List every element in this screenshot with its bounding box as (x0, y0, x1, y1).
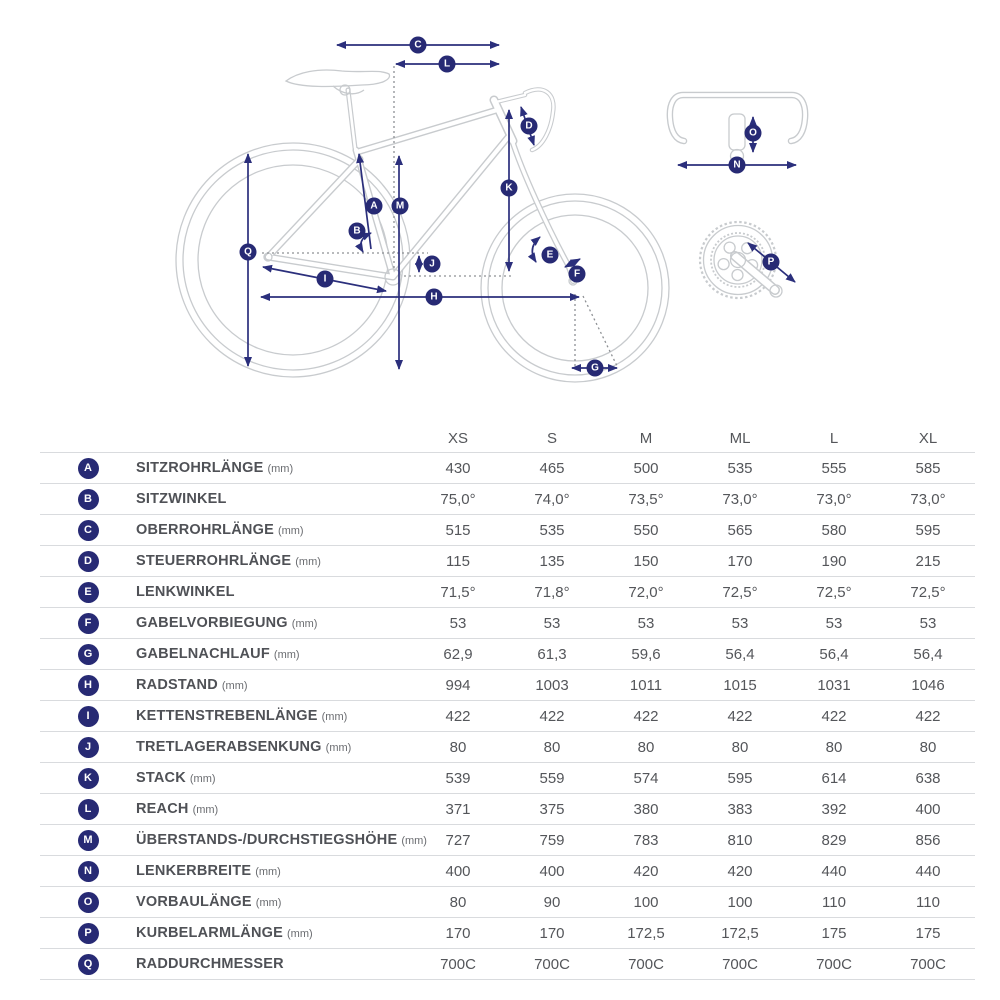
row-unit: (mm) (273, 649, 300, 661)
table-row (40, 545, 975, 576)
row-label-cell (136, 769, 411, 787)
row-badge-cell (40, 706, 136, 727)
value-cell: 700C (816, 955, 852, 973)
value-cell: 440 (915, 862, 941, 880)
row-label-cell (136, 831, 427, 849)
value-cell: 115 (446, 552, 470, 570)
value-cell: 559 (539, 769, 565, 787)
value-cell: 422 (445, 707, 471, 725)
value-cell: 72,5° (910, 583, 946, 601)
row-badge-cell (40, 582, 136, 603)
value-cell: 420 (727, 862, 753, 880)
row-label-cell (136, 583, 411, 601)
row-label-cell (136, 459, 411, 477)
table-row (40, 824, 975, 855)
value-cell: 1015 (723, 676, 757, 694)
value-cell: 371 (445, 800, 471, 818)
row-label: RADSTAND (136, 677, 218, 693)
row-letter-badge: K (78, 768, 99, 789)
value-cell: 614 (821, 769, 847, 787)
table-row (40, 483, 975, 514)
value-cell: 700C (722, 955, 758, 973)
row-label-cell (136, 645, 411, 663)
diagram-badge-c-icon: C (410, 37, 427, 54)
value-cell: 172,5 (627, 924, 665, 942)
value-cell: 170 (727, 552, 753, 570)
value-cell: 759 (539, 831, 565, 849)
crankset-front-view (700, 222, 795, 298)
row-label-cell (136, 490, 411, 508)
row-badge-cell (40, 861, 136, 882)
value-cell: 700C (534, 955, 570, 973)
value-cell: 810 (727, 831, 753, 849)
column-header-s: S (546, 430, 557, 447)
value-cell: 430 (445, 459, 471, 477)
value-cell: 135 (539, 552, 565, 570)
value-cell: 400 (539, 862, 565, 880)
value-cell: 61,3 (537, 645, 567, 663)
table-row (40, 886, 975, 917)
table-row (40, 669, 975, 700)
column-header-ml: ML (729, 430, 751, 447)
value-cell: 53 (919, 614, 937, 632)
diagram-badge-p-icon: P (763, 254, 780, 271)
value-cell: 555 (821, 459, 847, 477)
value-cell: 856 (915, 831, 941, 849)
value-cell: 53 (543, 614, 561, 632)
row-unit: (mm) (291, 618, 318, 630)
row-label: GABELVORBIEGUNG (136, 615, 288, 631)
value-cell: 700C (910, 955, 946, 973)
value-cell: 80 (449, 893, 467, 911)
value-cell: 595 (915, 521, 941, 539)
value-cell: 110 (916, 893, 940, 911)
diagram-badge-q-icon: Q (240, 244, 257, 261)
value-cell: 170 (539, 924, 565, 942)
value-cell: 80 (637, 738, 655, 756)
diagram-badge-m-icon: M (392, 198, 409, 215)
value-cell: 80 (825, 738, 843, 756)
diagram-badge-j-icon: J (424, 256, 441, 273)
row-unit: (mm) (321, 711, 348, 723)
row-badge-cell (40, 830, 136, 851)
row-badge-cell (40, 458, 136, 479)
value-cell: 62,9 (443, 645, 473, 663)
row-letter-badge: I (78, 706, 99, 727)
value-cell: 80 (731, 738, 749, 756)
value-cell: 215 (915, 552, 941, 570)
value-cell: 829 (821, 831, 847, 849)
diagram-badge-h-icon: H (426, 289, 443, 306)
value-cell: 73,5° (628, 490, 664, 508)
value-cell: 150 (633, 552, 659, 570)
value-cell: 422 (633, 707, 659, 725)
column-header-xs: XS (447, 430, 468, 447)
geometry-diagram-svg (0, 0, 1000, 420)
row-badge-cell (40, 892, 136, 913)
value-cell: 994 (445, 676, 471, 694)
row-label: KETTENSTREBENLÄNGE (136, 708, 318, 724)
row-badge-cell (40, 923, 136, 944)
value-cell: 585 (915, 459, 941, 477)
row-badge-cell (40, 520, 136, 541)
value-cell: 539 (445, 769, 471, 787)
value-cell: 727 (445, 831, 471, 849)
diagram-badge-o-icon: O (745, 125, 762, 142)
value-cell: 400 (915, 800, 941, 818)
row-letter-badge: B (78, 489, 99, 510)
row-label: STEUERROHRLÄNGE (136, 553, 292, 569)
table-row (40, 948, 975, 979)
value-cell: 80 (919, 738, 937, 756)
row-label: REACH (136, 801, 189, 817)
table-row (40, 700, 975, 731)
value-cell: 175 (915, 924, 941, 942)
value-cell: 73,0° (722, 490, 758, 508)
row-label-cell (136, 800, 411, 818)
row-label-cell (136, 955, 411, 973)
value-cell: 72,5° (816, 583, 852, 601)
row-unit: (mm) (295, 556, 321, 568)
row-letter-badge: Q (78, 954, 99, 975)
row-unit: (mm) (255, 866, 281, 878)
row-letter-badge: C (78, 520, 99, 541)
row-letter-badge: P (78, 923, 99, 944)
value-cell: 190 (821, 552, 847, 570)
value-cell: 53 (449, 614, 467, 632)
value-cell: 380 (633, 800, 659, 818)
value-cell: 71,5° (440, 583, 476, 601)
value-cell: 72,0° (628, 583, 664, 601)
row-letter-badge: D (78, 551, 99, 572)
row-badge-cell (40, 675, 136, 696)
table-row (40, 793, 975, 824)
row-badge-cell (40, 489, 136, 510)
saddle (286, 70, 390, 95)
value-cell: 420 (633, 862, 659, 880)
row-label-cell (136, 893, 411, 911)
row-label: VORBAULÄNGE (136, 894, 252, 910)
value-cell: 580 (821, 521, 847, 539)
value-cell: 1003 (535, 676, 569, 694)
value-cell: 56,4 (913, 645, 943, 663)
value-cell: 400 (445, 862, 471, 880)
value-cell: 465 (539, 459, 565, 477)
handlebar-front-view (670, 95, 805, 165)
bicycle-side-view (176, 70, 669, 382)
row-unit: (mm) (401, 835, 427, 847)
value-cell: 500 (633, 459, 659, 477)
value-cell: 100 (633, 893, 659, 911)
diagram-badge-b-icon: B (349, 223, 366, 240)
table-row (40, 917, 975, 948)
row-badge-cell (40, 799, 136, 820)
value-cell: 700C (628, 955, 664, 973)
value-cell: 170 (445, 924, 471, 942)
value-cell: 638 (915, 769, 941, 787)
row-letter-badge: E (78, 582, 99, 603)
geometry-diagram (0, 0, 1000, 420)
value-cell: 574 (633, 769, 659, 787)
diagram-badge-n-icon: N (729, 157, 746, 174)
value-cell: 440 (821, 862, 847, 880)
column-header-l: L (829, 430, 839, 447)
value-cell: 175 (821, 924, 847, 942)
table-row (40, 855, 975, 886)
table-row (40, 731, 975, 762)
row-unit: (mm) (192, 804, 219, 816)
row-label: LENKWINKEL (136, 584, 235, 600)
value-cell: 74,0° (534, 490, 570, 508)
value-cell: 1011 (629, 676, 663, 694)
value-cell: 56,4 (725, 645, 755, 663)
value-cell: 73,0° (816, 490, 852, 508)
diagram-badge-e-icon: E (542, 247, 559, 264)
row-letter-badge: H (78, 675, 99, 696)
row-label-cell (136, 552, 411, 570)
table-row (40, 638, 975, 669)
value-cell: 383 (727, 800, 753, 818)
row-label: KURBELARMLÄNGE (136, 925, 283, 941)
row-letter-badge: L (78, 799, 99, 820)
table-row (40, 514, 975, 545)
row-label: GABELNACHLAUF (136, 646, 270, 662)
row-label: TRETLAGERABSENKUNG (136, 739, 322, 755)
row-unit: (mm) (221, 680, 248, 692)
row-badge-cell (40, 954, 136, 975)
value-cell: 422 (915, 707, 941, 725)
value-cell: 422 (821, 707, 847, 725)
row-letter-badge: G (78, 644, 99, 665)
row-unit: (mm) (277, 525, 304, 537)
value-cell: 422 (727, 707, 753, 725)
row-label: LENKERBREITE (136, 863, 252, 879)
value-cell: 375 (539, 800, 565, 818)
value-cell: 392 (821, 800, 847, 818)
value-cell: 1031 (817, 676, 851, 694)
row-label-cell (136, 676, 411, 694)
value-cell: 53 (731, 614, 749, 632)
value-cell: 90 (543, 893, 561, 911)
diagram-badge-i-icon: I (317, 271, 334, 288)
row-label: RADDURCHMESSER (136, 956, 284, 972)
value-cell: 80 (449, 738, 467, 756)
row-letter-badge: O (78, 892, 99, 913)
diagram-badge-l-icon: L (439, 56, 456, 73)
table-header-row (40, 425, 975, 452)
diagram-badge-d-icon: D (521, 118, 538, 135)
diagram-badge-g-icon: G (587, 360, 604, 377)
value-cell: 75,0° (440, 490, 476, 508)
row-unit: (mm) (255, 897, 282, 909)
value-cell: 1046 (911, 676, 945, 694)
value-cell: 565 (727, 521, 753, 539)
table-row (40, 607, 975, 638)
column-header-m: M (639, 430, 653, 447)
row-unit: (mm) (189, 773, 216, 785)
value-cell: 595 (727, 769, 753, 787)
row-letter-badge: J (78, 737, 99, 758)
column-header-xl: XL (918, 430, 938, 447)
value-cell: 422 (539, 707, 565, 725)
table-row (40, 452, 975, 483)
row-badge-cell (40, 737, 136, 758)
row-letter-badge: N (78, 861, 99, 882)
value-cell: 71,8° (534, 583, 570, 601)
row-badge-cell (40, 551, 136, 572)
value-cell: 59,6 (631, 645, 661, 663)
value-cell: 110 (822, 893, 846, 911)
table-row (40, 576, 975, 607)
row-letter-badge: F (78, 613, 99, 634)
row-label-cell (136, 862, 411, 880)
value-cell: 535 (539, 521, 565, 539)
diagram-badge-a-icon: A (366, 198, 383, 215)
row-label: ÜBERSTANDS-/DURCHSTIEGSHÖHE (136, 832, 398, 848)
row-badge-cell (40, 768, 136, 789)
row-unit: (mm) (325, 742, 352, 754)
row-label-cell (136, 707, 411, 725)
row-label-cell (136, 614, 411, 632)
value-cell: 783 (633, 831, 659, 849)
row-letter-badge: A (78, 458, 99, 479)
value-cell: 172,5 (721, 924, 759, 942)
row-label: SITZROHRLÄNGE (136, 460, 264, 476)
value-cell: 56,4 (819, 645, 849, 663)
row-badge-cell (40, 644, 136, 665)
value-cell: 53 (637, 614, 655, 632)
value-cell: 515 (445, 521, 471, 539)
value-cell: 100 (727, 893, 753, 911)
diagram-badge-k-icon: K (501, 180, 518, 197)
row-unit: (mm) (287, 928, 313, 940)
value-cell: 73,0° (910, 490, 946, 508)
table-body (40, 452, 975, 979)
table-row (40, 762, 975, 793)
row-label: OBERROHRLÄNGE (136, 522, 274, 538)
row-label-cell (136, 521, 411, 539)
value-cell: 80 (543, 738, 561, 756)
geometry-table (40, 425, 975, 980)
measurement-arrows (248, 45, 617, 369)
row-label-cell (136, 924, 411, 942)
diagram-badge-f-icon: F (569, 266, 586, 283)
row-unit: (mm) (267, 463, 294, 475)
row-letter-badge: M (78, 830, 99, 851)
row-label-cell (136, 738, 411, 756)
row-badge-cell (40, 613, 136, 634)
value-cell: 550 (633, 521, 659, 539)
value-cell: 700C (440, 955, 476, 973)
value-cell: 535 (727, 459, 753, 477)
row-label: SITZWINKEL (136, 491, 227, 507)
value-cell: 53 (825, 614, 843, 632)
value-cell: 72,5° (722, 583, 758, 601)
row-label: STACK (136, 770, 186, 786)
